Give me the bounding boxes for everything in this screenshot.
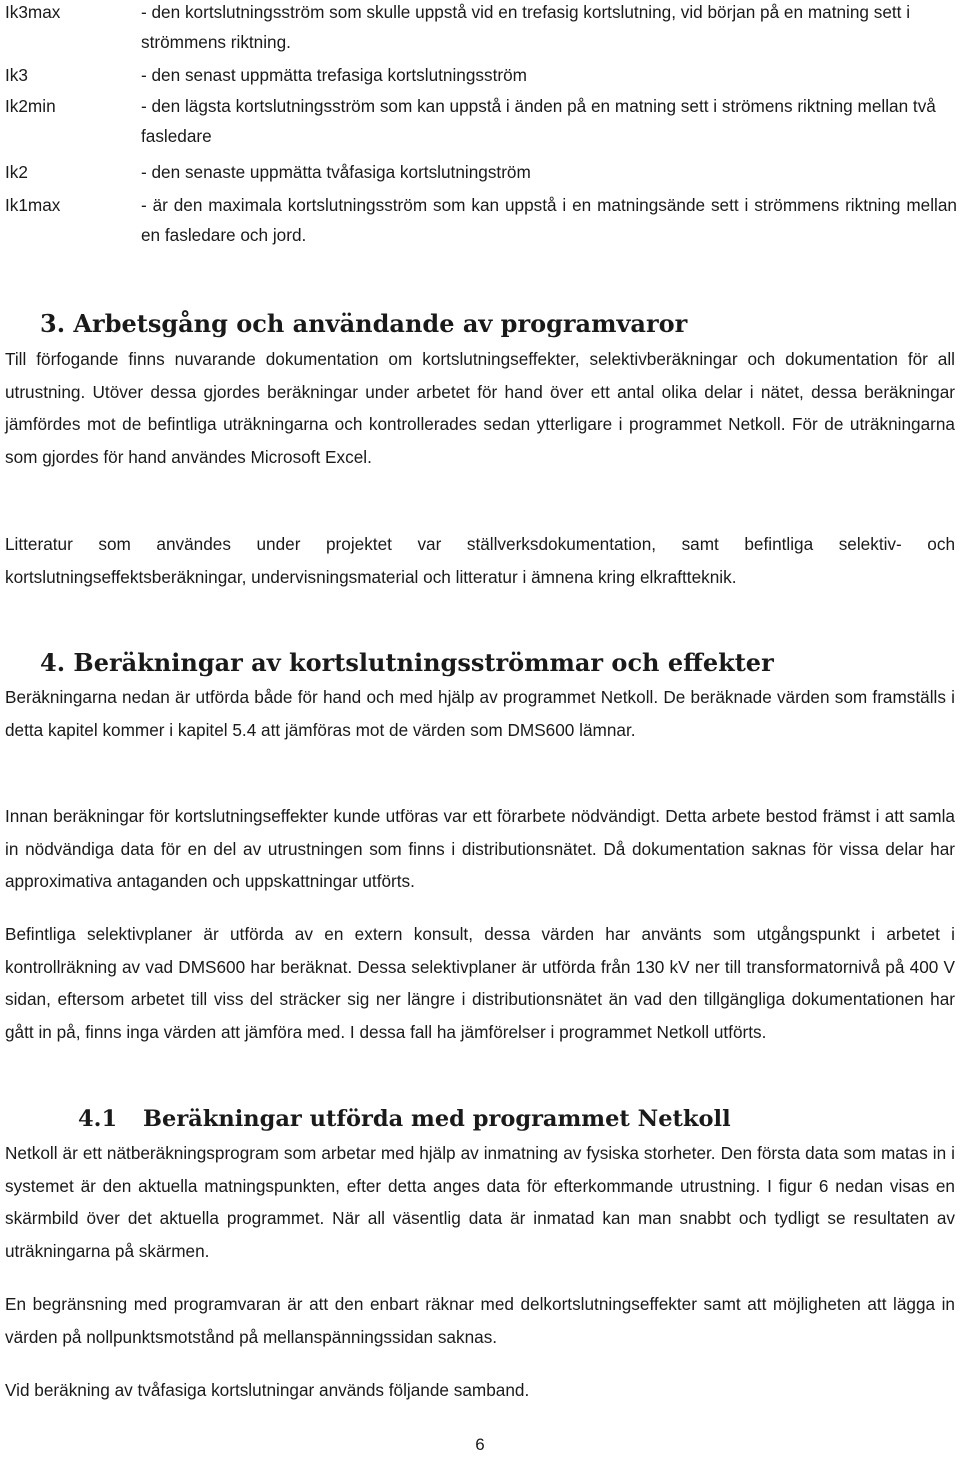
section-number: 3.	[40, 309, 66, 338]
paragraph: Litteratur som användes under projektet var ställverksdokumentation, samt befintliga selektiv- och kortslutningseffektsberäkningar, undervisningsmaterial och litteratur i ämnena kring elkraftteknik.	[5, 534, 955, 587]
subsection-title: Beräkningar utförda med programmet Netkoll	[143, 1106, 731, 1132]
definition-description: - är den maximala kortslutningsström som kan uppstå i en matningsände sett i strömmens riktning mellan en fasledare och jord.	[141, 195, 957, 245]
definition-term: Ik2	[5, 162, 28, 182]
paragraph: Netkoll är ett nätberäkningsprogram som arbetar med hjälp av inmatning av fysiska storheter. Den första data som matas in i systemet är den aktuella matningspunkten, efter detta anges data för efterkommande utrustning. I figur 6 nedan visas en skärmbild över det aktuella programmet. När all väsentlig data är inmatad kan man snabbt och tydligt se resultaten av uträkningarna på skärmen.	[5, 1143, 955, 1261]
definition-term: Ik2min	[5, 96, 56, 116]
definition-description: - den senast uppmätta trefasiga kortslutningsström	[141, 65, 527, 85]
subsection-number: 4.1	[78, 1106, 118, 1132]
paragraph: Beräkningarna nedan är utförda både för hand och med hjälp av programmet Netkoll. De beräknade värden som framställs i detta kapitel kommer i kapitel 5.4 att jämföras mot de värden som DMS600 lämnar.	[5, 687, 955, 740]
paragraph: En begränsning med programvaran är att den enbart räknar med delkortslutningseffekter samt att möjligheten att lägga in värden på nollpunktsmotstånd på mellanspänningssidan saknas.	[5, 1294, 955, 1347]
section-heading	[40, 646, 774, 680]
definition-description: - den senaste uppmätta tvåfasiga kortslutningström	[141, 162, 531, 182]
section-heading	[40, 307, 687, 341]
section-title: Beräkningar av kortslutningsströmmar och effekter	[73, 648, 774, 677]
definition-term: Ik3max	[5, 2, 61, 22]
page-number: 6	[475, 1435, 485, 1454]
section-title: Arbetsgång och användande av programvaror	[73, 309, 688, 338]
definition-term: Ik3	[5, 65, 28, 85]
section-number: 4.	[40, 648, 66, 677]
paragraph: Till förfogande finns nuvarande dokumentation om kortslutningseffekter, selektivberäkningar och dokumentation för all utrustning. Utöver dessa gjordes beräkningar under arbetet för hand över ett antal olika delar i nätet, dessa beräkningar jämfördes mot de befintliga uträkningarna och kontrollerades sedan ytterligare i programmet Netkoll. För de uträkningarna som gjordes för hand användes Microsoft Excel.	[5, 349, 955, 467]
paragraph: Vid beräkning av tvåfasiga kortslutningar används följande samband.	[5, 1380, 530, 1400]
definition-description: - den lägsta kortslutningsström som kan uppstå i änden på en matning sett i strömens riktning mellan två fasledare	[141, 96, 936, 146]
paragraph: Befintliga selektivplaner är utförda av en extern konsult, dessa värden har använts som utgångspunkt i arbetet i kontrollräkning av vad DMS600 har beräknat. Dessa selektivplaner är utförda från 130 kV ner till transformatornivå på 400 V sidan, eftersom arbetet till viss del sträcker sig ner längre i distributionsnätet än vad den tillgängliga dokumentationen har gått in på, finns inga värden att jämföra med. I dessa fall ha jämförelser i programmet Netkoll utförts.	[5, 924, 955, 1042]
paragraph: Innan beräkningar för kortslutningseffekter kunde utföras var ett förarbete nödvändigt. Detta arbete bestod främst i att samla in nödvändiga data för en del av utrustningen som finns i distributionsnätet. Då dokumentation saknas för vissa delar har approximativa antaganden och uppskattningar utförts.	[5, 806, 955, 892]
definition-description: - den kortslutningsström som skulle uppstå vid en trefasig kortslutning, vid början på en matning sett i strömmens riktning.	[141, 2, 911, 52]
definition-term: Ik1max	[5, 195, 61, 215]
subsection-heading	[78, 1102, 731, 1136]
